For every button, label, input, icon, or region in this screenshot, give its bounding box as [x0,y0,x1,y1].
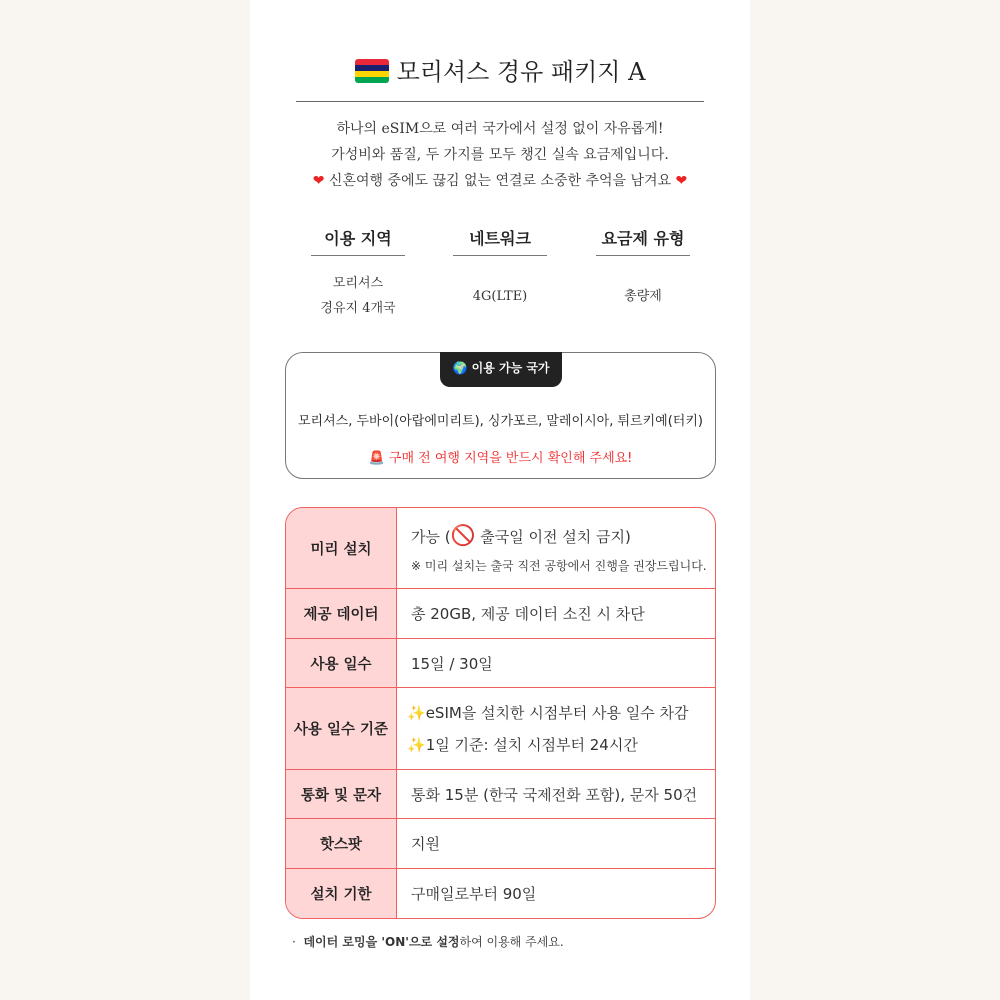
info-plan-type: 요금제 유형 총량제 [596,226,690,326]
table-row: 사용 일수 기준 ✨eSIM을 설치한 시점부터 사용 일수 차감 ✨1일 기준: 설치 시점부터 24시간 [286,688,715,770]
table-row: 사용 일수 15일 / 30일 [286,639,715,688]
available-countries-tag: 🌍 이용 가능 국가 [440,352,562,387]
table-row: 설치 기한 구매일로부터 90일 [286,869,715,918]
table-row: 핫스팟 지원 [286,819,715,869]
available-countries-box [285,352,716,479]
prohibited-icon: 🚫 [450,522,476,547]
heart-icon: ❤ [675,173,688,189]
sparkles-icon: ✨ [407,703,426,722]
table-row: 미리 설치 가능 (🚫 출국일 이전 설치 금지) ※ 미리 설치는 출국 직전 공항에서 진행을 권장드립니다. [286,508,715,589]
siren-icon: 🚨 [368,451,385,466]
product-panel [250,0,750,1000]
info-network: 네트워크 4G(LTE) [453,226,547,326]
country-list: 모리셔스, 두바이(아랍에미리트), 싱가포르, 말레이시아, 튀르키예(터키) [298,414,703,429]
table-row: 통화 및 문자 통화 15분 (한국 국제전화 포함), 문자 50건 [286,770,715,819]
info-region: 이용 지역 모리셔스 경유지 4개국 [311,226,405,326]
intro-text: 하나의 eSIM으로 여러 국가에서 설정 없이 자유롭게! 가성비와 품질, 두 가지를 모두 챙긴 실속 요금제입니다. ❤ 신혼여행 중에도 끊김 없는 연결로 소중한 추억을 남겨요 ❤ [312,121,688,189]
globe-icon: 🌍 [452,361,468,375]
page-title: 모리셔스 경유 패키지 A [250,52,750,87]
plan-details-table [285,507,716,919]
mauritius-flag-icon [355,59,389,83]
warning-text: 🚨 구매 전 여행 지역을 반드시 확인해 주세요! [368,451,633,466]
roaming-note: · 데이터 로밍을 'ON'으로 설정하여 이용해 주세요. [292,935,564,949]
table-row: 제공 데이터 총 20GB, 제공 데이터 소진 시 차단 [286,589,715,639]
heart-icon: ❤ [312,173,325,189]
divider [296,101,704,102]
sparkles-icon: ✨ [407,735,426,754]
